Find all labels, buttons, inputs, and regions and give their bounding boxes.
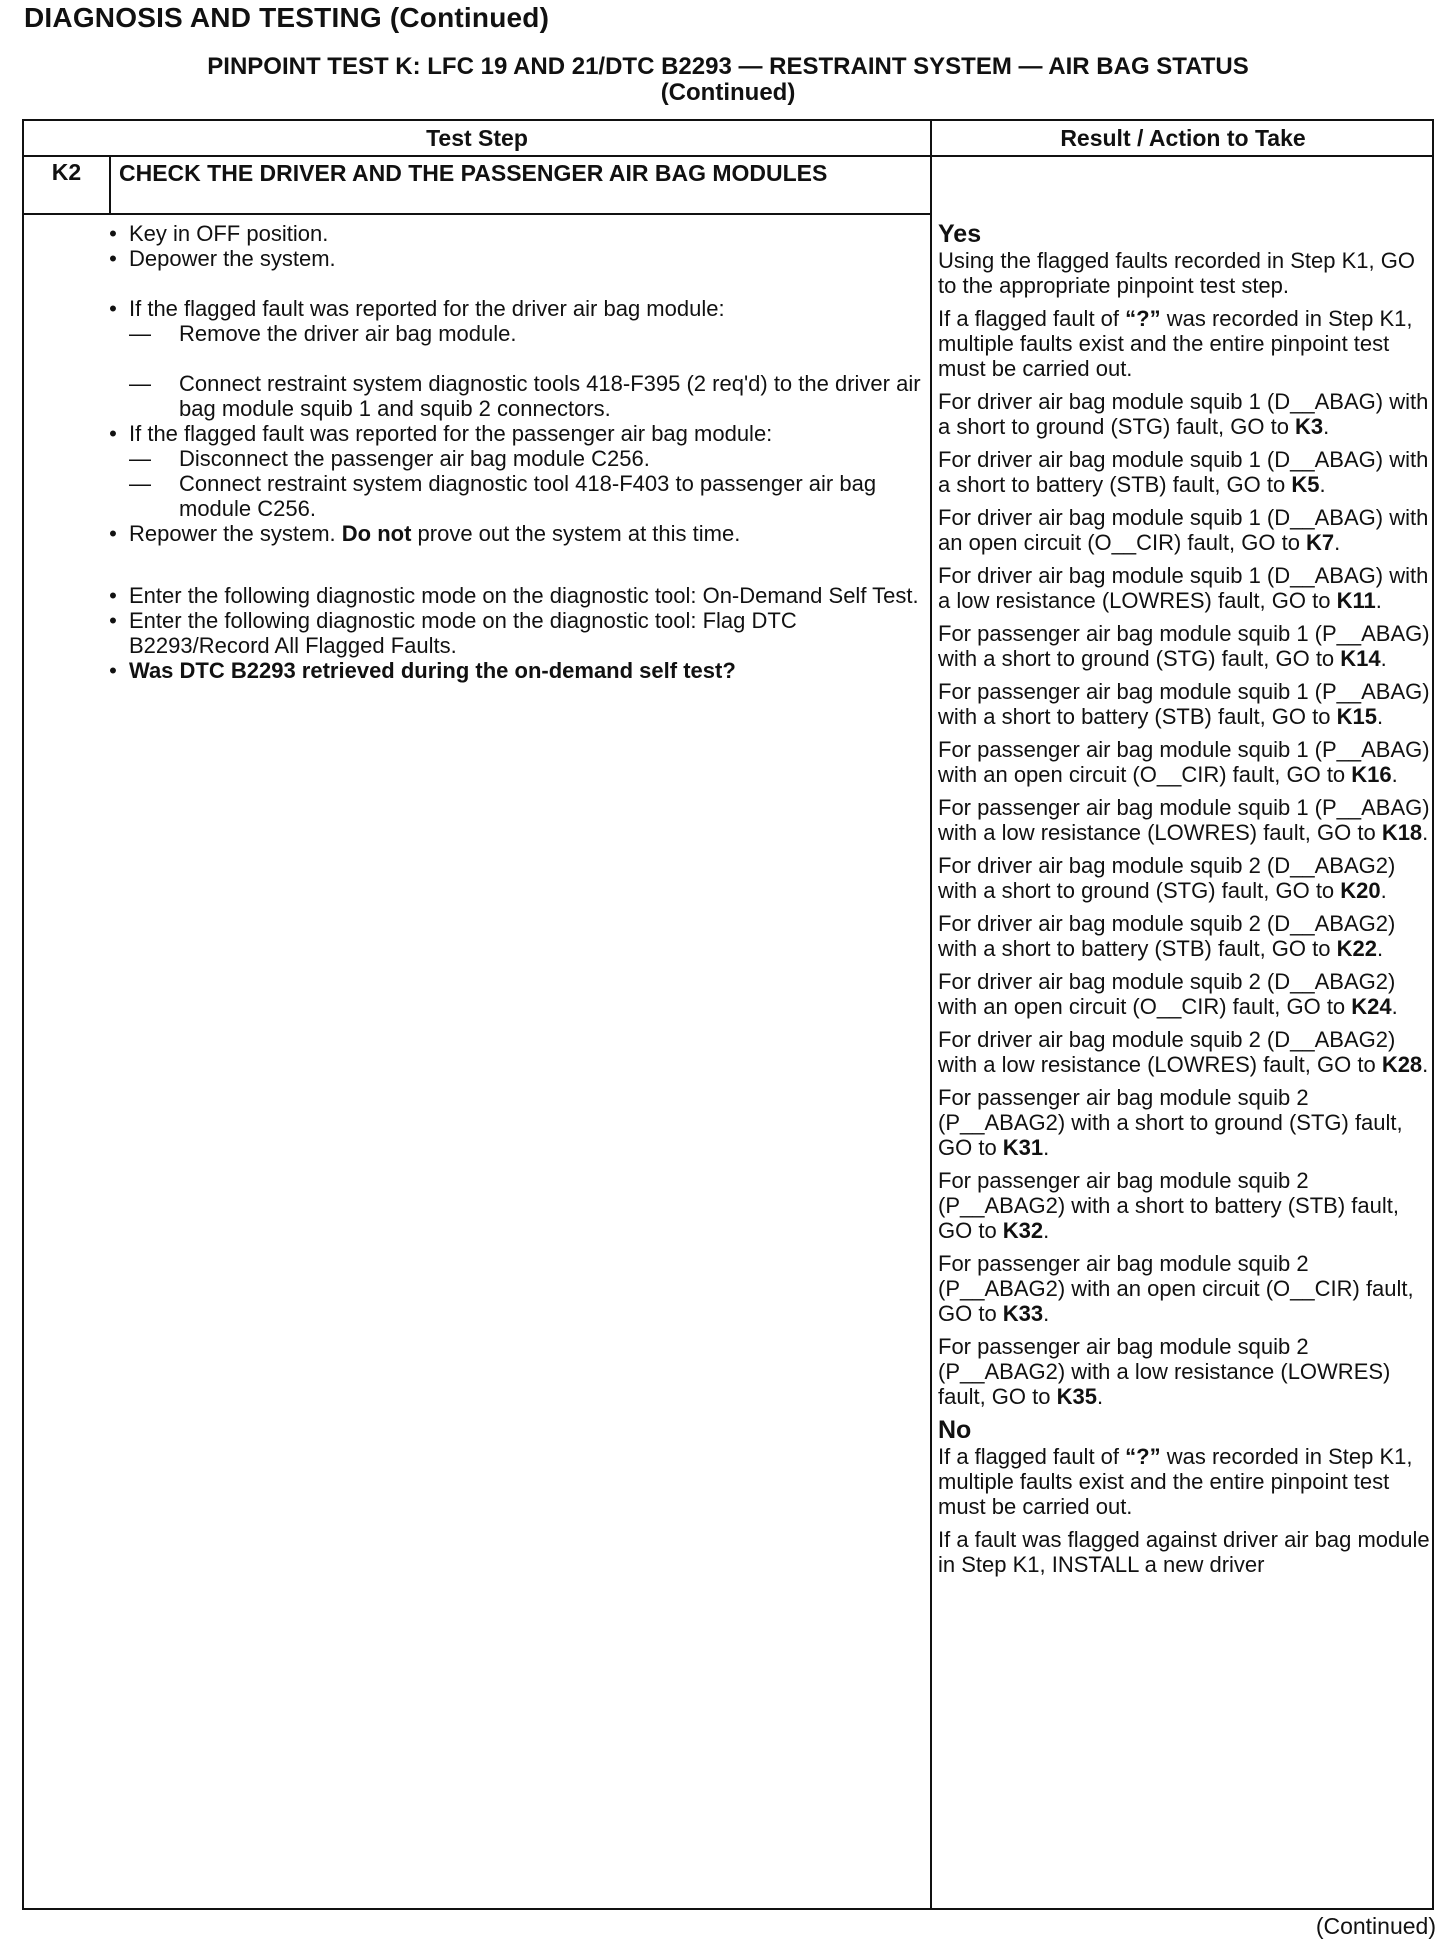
bullet-icon: • bbox=[109, 583, 117, 608]
continued-note: (Continued) bbox=[1315, 1913, 1436, 1939]
go-to-step: K31 bbox=[1002, 1135, 1044, 1160]
step-title: CHECK THE DRIVER AND THE PASSENGER AIR BAG MODULES bbox=[119, 160, 828, 186]
multiple-faults-note: If a flagged fault of “?” was recorded in Step K1, multiple faults exist and the entire pinpoint test must be carried out. bbox=[938, 306, 1413, 381]
instruction-item bbox=[97, 583, 923, 608]
instruction-text: Enter the following diagnostic mode on the diagnostic tool: Flag DTC B2293/Record All Flagged Faults. bbox=[129, 608, 797, 658]
fault-action-item: For driver air bag module squib 1 (D__ABAG) with a short to ground (STG) fault, GO to K3. bbox=[938, 389, 1429, 439]
instruction-subitem bbox=[97, 321, 923, 346]
step-id: K2 bbox=[51, 159, 82, 185]
go-to-step: K32 bbox=[1002, 1218, 1044, 1243]
fault-action-item: For passenger air bag module squib 1 (P__ABAG) with a short to battery (STB) fault, GO to K15. bbox=[938, 679, 1430, 729]
fault-action-item: For driver air bag module squib 2 (D__ABAG2) with a low resistance (LOWRES) fault, GO to K28. bbox=[938, 1027, 1429, 1077]
fault-action-item: For passenger air bag module squib 1 (P__ABAG) with a low resistance (LOWRES) fault, GO to K18. bbox=[938, 795, 1430, 845]
go-to-step: K11 bbox=[1336, 588, 1376, 613]
bullet-icon: • bbox=[109, 246, 117, 271]
fault-action-item: For driver air bag module squib 1 (D__ABAG) with an open circuit (O__CIR) fault, GO to K7. bbox=[938, 505, 1429, 555]
instruction-subitem bbox=[97, 371, 923, 421]
bullet-icon: • bbox=[109, 421, 117, 446]
instruction-text: Enter the following diagnostic mode on the diagnostic tool: On-Demand Self Test. bbox=[129, 583, 919, 608]
instruction-text: Key in OFF position. bbox=[129, 221, 329, 246]
instruction-text: Disconnect the passenger air bag module C256. bbox=[179, 446, 650, 471]
dash-icon: — bbox=[129, 371, 151, 396]
go-to-step: K5 bbox=[1291, 472, 1320, 497]
column-divider bbox=[930, 121, 932, 1908]
instruction-question: Was DTC B2293 retrieved during the on-demand self test? bbox=[129, 658, 736, 683]
no-multiple-faults-note: If a flagged fault of “?” was recorded in Step K1, multiple faults exist and the entire pinpoint test must be carried out. bbox=[938, 1444, 1413, 1519]
step-id-divider bbox=[109, 157, 111, 213]
result-actions bbox=[938, 221, 1432, 1585]
go-to-step: K3 bbox=[1295, 414, 1324, 439]
instruction-text: Repower the system. Do not prove out the system at this time. bbox=[129, 521, 741, 546]
instruction-text: Connect restraint system diagnostic tool 418-F403 to passenger air bag module C256. bbox=[179, 471, 877, 521]
go-to-step: K14 bbox=[1340, 646, 1381, 671]
instruction-item bbox=[97, 658, 923, 683]
dash-icon: — bbox=[129, 446, 151, 471]
instruction-item bbox=[97, 246, 923, 271]
go-to-step: K18 bbox=[1381, 820, 1423, 845]
go-to-step: K22 bbox=[1336, 936, 1377, 961]
instruction-item bbox=[97, 296, 923, 321]
go-to-step: K35 bbox=[1056, 1384, 1097, 1409]
go-to-step: K15 bbox=[1336, 704, 1377, 729]
no-action: If a fault was flagged against driver air bag module in Step K1, INSTALL a new driver bbox=[938, 1527, 1430, 1577]
fault-action-item: For passenger air bag module squib 2 (P__ABAG2) with a short to battery (STB) fault, GO to K32. bbox=[938, 1168, 1399, 1243]
fault-action-item: For driver air bag module squib 2 (D__ABAG2) with a short to battery (STB) fault, GO to K22. bbox=[938, 911, 1396, 961]
fault-action-item: For passenger air bag module squib 2 (P__ABAG2) with a short to ground (STG) fault, GO to K31. bbox=[938, 1085, 1403, 1160]
go-to-step: K33 bbox=[1002, 1301, 1044, 1326]
go-to-step: K16 bbox=[1351, 762, 1392, 787]
column-header-result: Result / Action to Take bbox=[1060, 125, 1306, 151]
fault-action-item: For passenger air bag module squib 1 (P__ABAG) with an open circuit (O__CIR) fault, GO to K16. bbox=[938, 737, 1430, 787]
go-to-step: K20 bbox=[1340, 878, 1381, 903]
instruction-text: Remove the driver air bag module. bbox=[179, 321, 517, 346]
yes-action: Using the flagged faults recorded in Step K1, GO to the appropriate pinpoint test step. bbox=[938, 248, 1415, 298]
dash-icon: — bbox=[129, 471, 151, 496]
page-section-title: DIAGNOSIS AND TESTING (Continued) bbox=[24, 2, 550, 33]
go-to-step: K28 bbox=[1381, 1052, 1423, 1077]
instruction-text: Depower the system. bbox=[129, 246, 336, 271]
column-header-test-step: Test Step bbox=[426, 125, 528, 151]
bullet-icon: • bbox=[109, 296, 117, 321]
header-divider bbox=[24, 155, 1432, 157]
step-title-divider bbox=[24, 213, 930, 215]
fault-action-item: For driver air bag module squib 2 (D__ABAG2) with an open circuit (O__CIR) fault, GO to K24. bbox=[938, 969, 1398, 1019]
instruction-item bbox=[97, 421, 923, 446]
go-to-step: K24 bbox=[1351, 994, 1392, 1019]
pinpoint-test-table bbox=[22, 119, 1434, 1910]
yes-label: Yes bbox=[938, 220, 982, 248]
go-to-step: K7 bbox=[1306, 530, 1335, 555]
instruction-text: If the flagged fault was reported for the driver air bag module: bbox=[129, 296, 725, 321]
bullet-icon: • bbox=[109, 221, 117, 246]
instruction-text: Connect restraint system diagnostic tools 418-F395 (2 req'd) to the driver air bag module squib 1 and squib 2 connectors. bbox=[179, 371, 921, 421]
instruction-subitem bbox=[97, 446, 923, 471]
fault-action-item: For passenger air bag module squib 1 (P__ABAG) with a short to ground (STG) fault, GO to K14. bbox=[938, 621, 1430, 671]
fault-action-item: For driver air bag module squib 1 (D__ABAG) with a short to battery (STB) fault, GO to K5. bbox=[938, 447, 1429, 497]
no-label: No bbox=[938, 1416, 972, 1444]
bullet-icon: • bbox=[109, 608, 117, 633]
instruction-item bbox=[97, 221, 923, 246]
instruction-item bbox=[97, 521, 923, 546]
instruction-text: If the flagged fault was reported for the passenger air bag module: bbox=[129, 421, 773, 446]
bullet-icon: • bbox=[109, 658, 117, 683]
fault-action-item: For driver air bag module squib 1 (D__ABAG) with a low resistance (LOWRES) fault, GO to K11. bbox=[938, 563, 1429, 613]
bullet-icon: • bbox=[109, 521, 117, 546]
dash-icon: — bbox=[129, 321, 151, 346]
fault-action-item: For passenger air bag module squib 2 (P__ABAG2) with a low resistance (LOWRES) fault, GO to K35. bbox=[938, 1334, 1391, 1409]
test-step-instructions bbox=[97, 221, 923, 683]
test-title-line1: PINPOINT TEST K: LFC 19 AND 21/DTC B2293 — RESTRAINT SYSTEM — AIR BAG STATUS bbox=[207, 53, 1249, 80]
instruction-subitem bbox=[97, 471, 923, 521]
fault-action-item: For driver air bag module squib 2 (D__ABAG2) with a short to ground (STG) fault, GO to K20. bbox=[938, 853, 1396, 903]
instruction-item bbox=[97, 608, 923, 658]
pinpoint-test-title bbox=[24, 54, 1432, 106]
fault-action-list bbox=[938, 389, 1432, 1409]
test-title-line2: (Continued) bbox=[660, 79, 796, 106]
fault-action-item: For passenger air bag module squib 2 (P__ABAG2) with an open circuit (O__CIR) fault, GO to K33. bbox=[938, 1251, 1414, 1326]
